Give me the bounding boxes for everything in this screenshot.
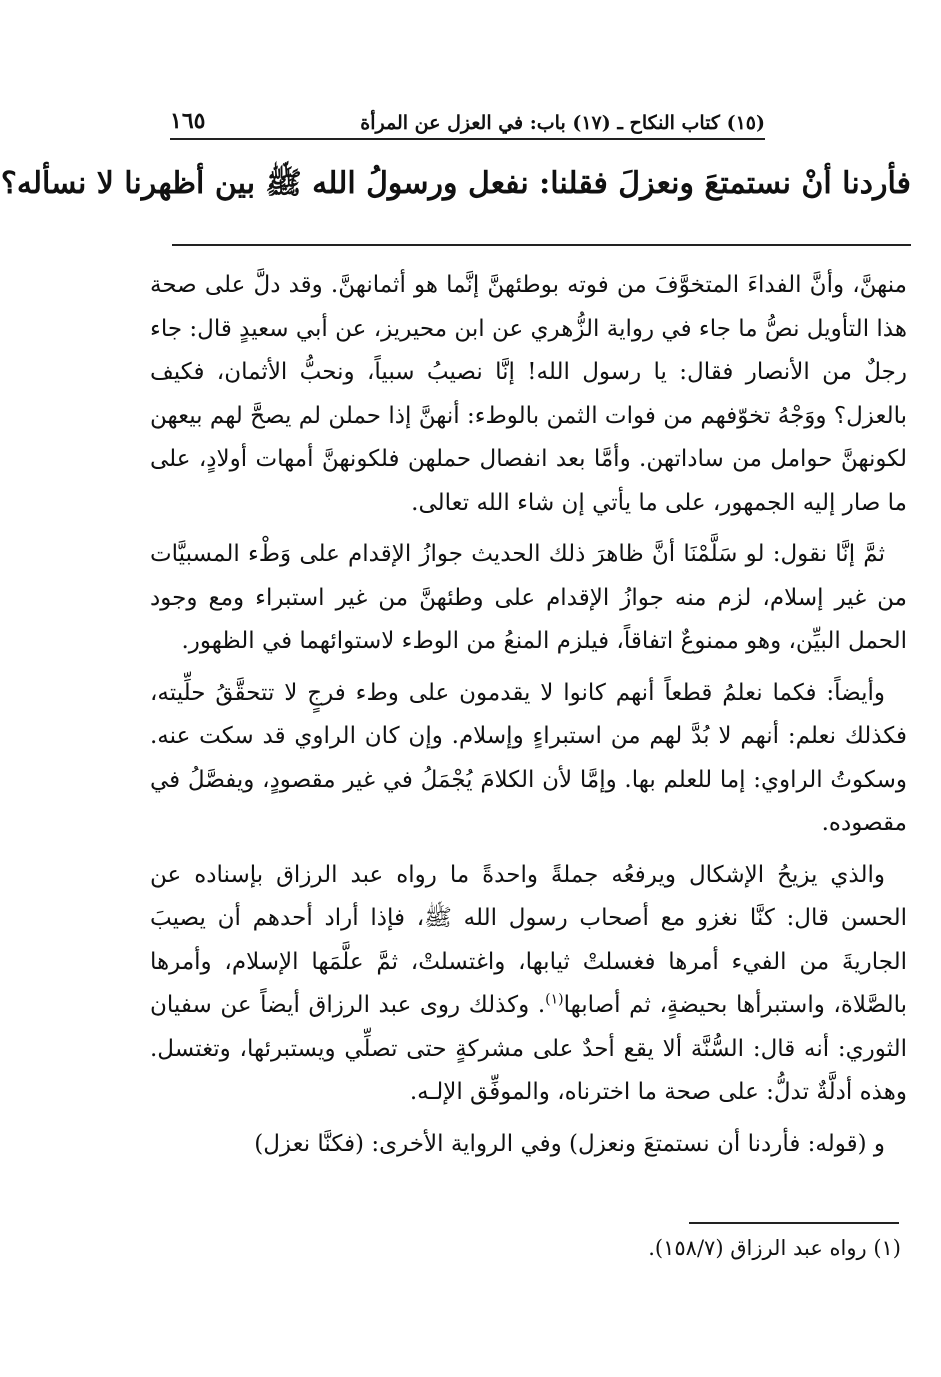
section-divider	[172, 244, 911, 246]
commentary-paragraph: ثمَّ إنَّا نقول: لو سَلَّمْنَا أنَّ ظاهرَ ذلك الحديث جوازُ الإقدام على وَطْء المسبيَّات من غير إسلام، لزم منه جوازُ الإقدام على وطئهنَّ من غير استبراء ومع وجود الحمل البيِّن، وهو ممنوعٌ اتفاقاً، فيلزم المنعُ من الوطء لاستوائهما في الظهور.	[150, 541, 907, 654]
page-number: ١٦٥	[170, 108, 206, 134]
paragraph-text: وكذلك روى عبد الرزاق أيضاً عن سفيان الثوري: أنه قال: السُّنَّة ألا يقع أحدٌ على مشركةٍ حتى تصلِّي ويستبرئها، وتغتسل. وهذه أدلَّةٌ تدلُّ: على صحة ما اخترناه، والموفِّق الإلـه.	[150, 992, 907, 1105]
commentary-paragraph: والذي يزيحُ الإشكال ويرفعُه جملةً واحدةً ما رواه عبد الرزاق بإسناده عن الحسن قال: كنَّا نغزو مع أصحاب رسول الله ﷺ، فإذا أراد أحدهم أن يصيبَ الجاريةَ من الفيء أمرها فغسلتْ ثيابها، واغتسلتْ، ثمَّ علَّمَها الإسلام، وأمرها بالصَّلاة، واستبرأها بحيضةٍ، ثم أصابها$^{(١)}$. وكذلك روى عبد الرزاق أيضاً عن سفيان الثوري: أنه قال: السُّنَّة ألا يقع أحدٌ على مشركةٍ حتى تصلِّي ويستبرئها، وتغتسل. وهذه أدلَّةٌ تدلُّ: على صحة ما اخترناه، والموفِّق الإلـه.	[150, 861, 907, 1105]
footnote: (١) رواه عبد الرزاق (١٥٨/٧).	[648, 1236, 901, 1260]
hadith-text: فأردنا أنْ نستمتعَ ونعزلَ فقلنا: نفعل ورسولُ الله ﷺ بين أظهرنا لا نسأله؟	[0, 166, 911, 201]
commentary-paragraph: و (قوله: فأردنا أن نستمتعَ ونعزل) وفي الرواية الأخرى: (فكنَّا نعزل)	[254, 1130, 885, 1157]
footnote-reference: (١)	[545, 991, 564, 1008]
running-head	[170, 98, 765, 140]
commentary-paragraph: منهنَّ، وأنَّ الفداءَ المتخوَّفَ من فوته بوطئهنَّ إنَّما هو أثمانهنَّ. وقد دلَّ على صحة هذا التأويل نصُّ ما جاء في رواية الزُّهري عن ابن محيريز، عن أبي سعيدٍ قال: جاء رجلٌ من الأنصار فقال: يا رسول الله! إنَّا نصيبُ سبياً، ونحبُّ الأثمان، فكيف بالعزل؟ ووَجْهُ تخوّفهم من فوات الثمن بالوطء: أنهنَّ إذا حملن لم يصحَّ لهم بيعهن لكونهنَّ حوامل من ساداتهن. وأمَّا بعد انفصال حملهن فلكونهنَّ أمهات أولادٍ، على ما صار إليه الجمهور، على ما يأتي إن شاء الله تعالى.	[150, 272, 907, 516]
commentary-paragraph: وأيضاً: فكما نعلمُ قطعاً أنهم كانوا لا يقدمون على وطء فرجٍ لا تتحقَّقُ حلِّيته، فكذلك نعلم: أنهم لا بُدَّ لهم من استبراءٍ وإسلام. وإن كان الراوي قد سكت عنه. وسكوتُ الراوي: إما للعلم بها. وإمَّا لأن الكلامَ يُجْمَلُ في غير مقصودٍ، ويفصَّلُ في مقصوده.	[150, 679, 907, 836]
paragraph-text: والذي يزيحُ الإشكال ويرفعُه جملةً واحدةً ما رواه عبد الرزاق بإسناده عن الحسن قال: كنَّا نغزو مع أصحاب رسول الله ﷺ، فإذا أراد أحدهم أن يصيبَ الجاريةَ من الفيء أمرها فغسلتْ ثيابها، واغتسلتْ، ثمَّ علَّمَها الإسلام، وأمرها بالصَّلاة، واستبرأها بحيضةٍ، ثم أصابها	[150, 861, 907, 1018]
running-title: (١٥) كتاب النكاح ـ (١٧) باب: في العزل عن المرأة	[360, 112, 765, 134]
commentary-body	[150, 264, 907, 1174]
footnote-divider	[689, 1222, 899, 1224]
